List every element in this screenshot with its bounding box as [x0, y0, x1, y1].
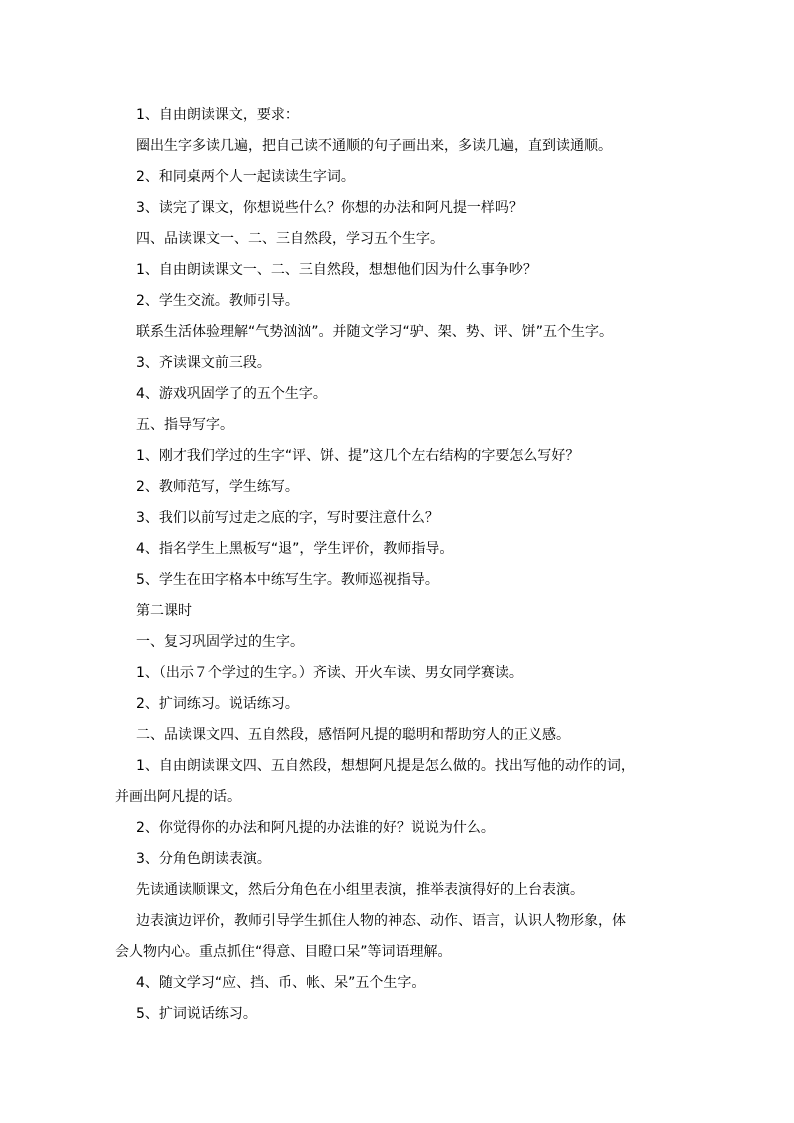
- paragraph-27: 4、随文学习“应、挡、币、帐、呆”五个生字。: [136, 975, 426, 991]
- paragraph-24: 3、分角色朗读表演。: [136, 851, 271, 867]
- section-heading-lesson-2: 第二课时: [136, 603, 192, 619]
- paragraph-19: 1、（出示７个学过的生字。）齐读、开火车读、男女同学赛读。: [136, 665, 523, 681]
- paragraph-6: 1、自由朗读课文一、二、三自然段，想想他们因为什么事争吵？: [136, 262, 537, 278]
- paragraph-5: 四、品读课文一、二、三自然段，学习五个生字。: [136, 231, 444, 247]
- paragraph-28: 5、扩词说话练习。: [136, 1006, 257, 1022]
- paragraph-16: 5、学生在田字格本中练写生字。教师巡视指导。: [136, 572, 439, 588]
- paragraph-11: 五、指导写字。: [136, 417, 234, 433]
- paragraph-14: 3、我们以前写过走之底的字，写时要注意什么？: [136, 510, 439, 526]
- paragraph-9: 3、齐读课文前三段。: [136, 355, 271, 371]
- paragraph-7: 2、学生交流。教师引导。: [136, 293, 299, 309]
- paragraph-18: 一、复习巩固学过的生字。: [136, 634, 304, 650]
- paragraph-23: 2、你觉得你的办法和阿凡提的办法谁的好？说说为什么。: [136, 820, 495, 836]
- paragraph-8: 联系生活体验理解“气势汹汹”。并随文学习“驴、架、势、评、饼”五个生字。: [136, 324, 614, 340]
- paragraph-20: 2、扩词练习。说话练习。: [136, 696, 299, 712]
- paragraph-12: 1、刚才我们学过的生字“评、饼、提”这几个左右结构的字要怎么写好？: [136, 448, 580, 464]
- paragraph-2: 圈出生字多读几遍，把自己读不通顺的句子画出来，多读几遍，直到读通顺。: [136, 138, 612, 154]
- paragraph-1: 1、自由朗读课文，要求：: [136, 107, 299, 123]
- paragraph-22: 1、自由朗读课文四、五自然段，想想阿凡提是怎么做的。找出写他的动作的词，并画出阿凡提的话。: [115, 758, 635, 805]
- paragraph-4: 3、读完了课文，你想说些什么？你想的办法和阿凡提一样吗？: [136, 200, 523, 216]
- paragraph-13: 2、教师范写，学生练写。: [136, 479, 299, 495]
- paragraph-3: 2、和同桌两个人一起读读生字词。: [136, 169, 355, 185]
- paragraph-15: 4、指名学生上黑板写“退”，学生评价，教师指导。: [136, 541, 454, 557]
- paragraph-21: 二、品读课文四、五自然段，感悟阿凡提的聪明和帮助穷人的正义感。: [136, 727, 570, 743]
- paragraph-25: 先读通读顺课文，然后分角色在小组里表演，推举表演得好的上台表演。: [136, 882, 584, 898]
- paragraph-10: 4、游戏巩固学了的五个生字。: [136, 386, 327, 402]
- paragraph-26: 边表演边评价，教师引导学生抓住人物的神态、动作、语言，认识人物形象，体会人物内心。重点抓住“得意、目瞪口呆”等词语理解。: [115, 913, 626, 960]
